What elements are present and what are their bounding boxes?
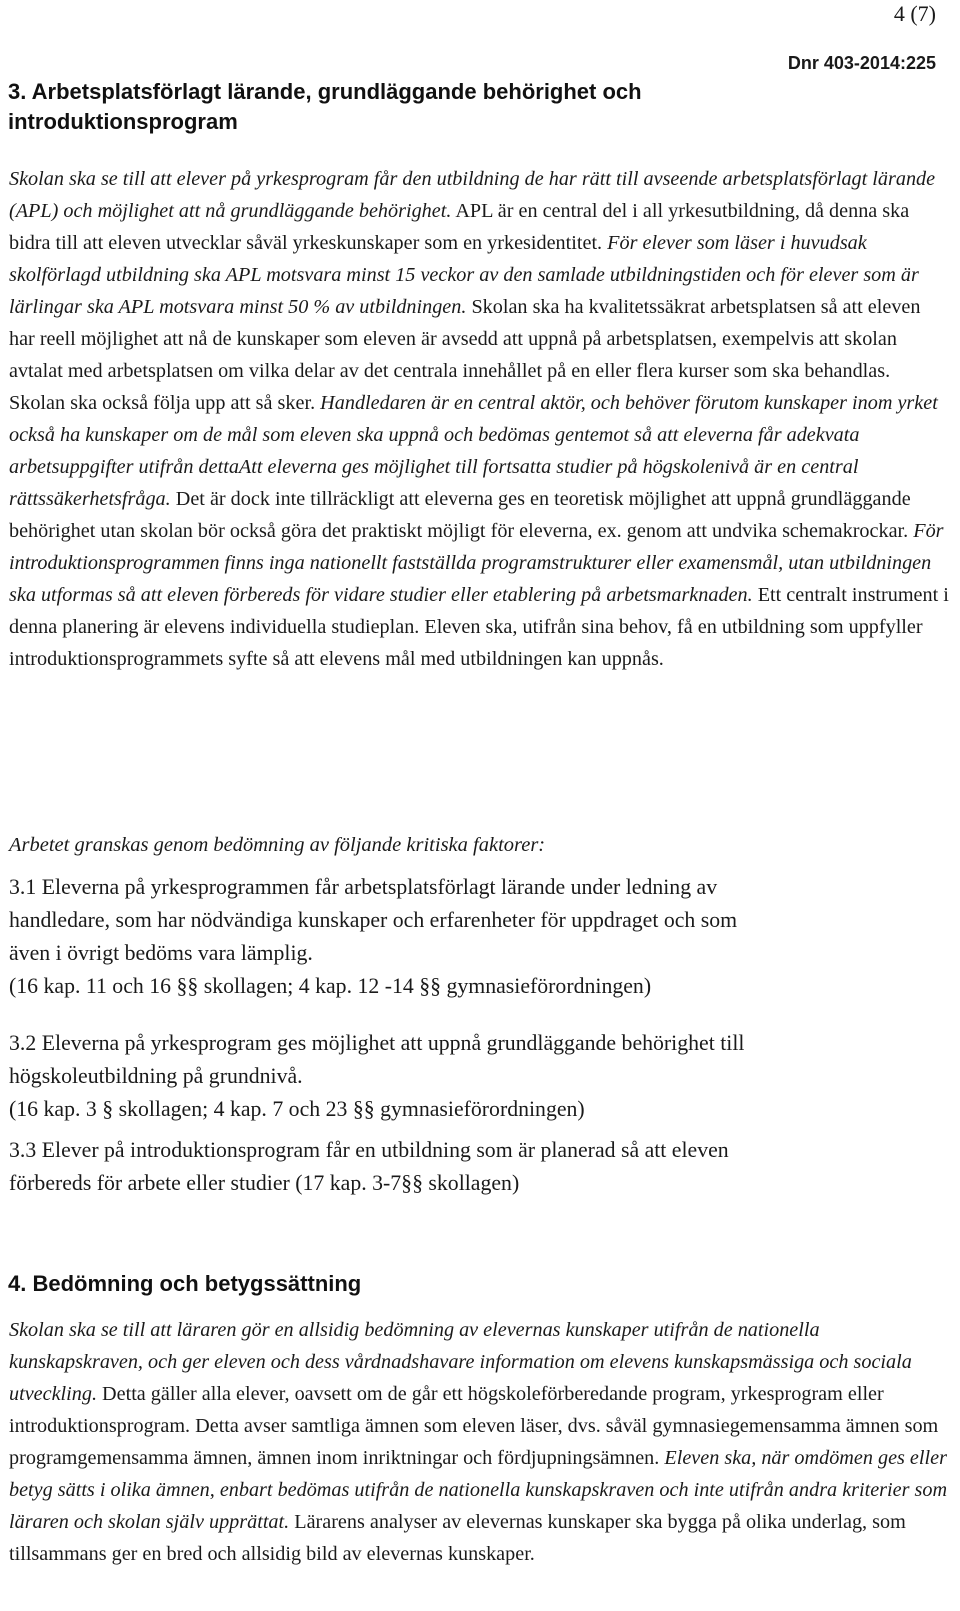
- criterion-line: även i övrigt bedöms vara lämplig.: [9, 941, 313, 965]
- criteria-intro: Arbetet granskas genom bedömning av följande kritiska faktorer:: [9, 834, 546, 856]
- criterion-line: 3.1 Eleverna på yrkesprogrammen får arbetsplatsförlagt lärande under ledning av: [9, 875, 718, 899]
- criterion-3-1: [9, 871, 929, 1003]
- section-4-body-upright-2: Lärarens analyser av elevernas kunskaper ska bygga på olika underlag, som tillsammans ger en bred och allsidig bild av elevernas kunskaper.: [9, 1511, 906, 1565]
- section-4-heading: 4. Bedömning och betygssättning: [8, 1271, 362, 1296]
- section-3-body-upright-2: Skolan ska ha kvalitetssäkrat arbetsplatsen så att eleven har reell möjlighet att nå de kunskaper som eleven är avsedd att uppnå på arbetsplatsen, exempelvis att skolan avtalat med arbetsplatsen om vilka delar av det centrala innehållet på en eller flera kurser som ska behandlas. Skolan ska också följa upp att så sker.: [9, 296, 921, 414]
- section-3-body: [9, 163, 949, 675]
- criterion-line: handledare, som har nödvändiga kunskaper och erfarenheter för uppdraget och som: [9, 908, 738, 932]
- section-3-heading: 3. Arbetsplatsförlagt lärande, grundläggande behörighet och introduktionsprogram: [8, 79, 642, 134]
- criterion-line: 3.3 Elever på introduktionsprogram får en utbildning som är planerad så att eleven: [9, 1138, 729, 1162]
- section-3-body-italic-3: Handledaren är en central aktör, och behöver förutom kunskaper inom yrket också ha kunskaper om de mål som eleven ska uppnå och bedömas gentemot så att eleverna får adekvata arbetsuppgifter utifrån dettaAtt eleverna ges möjlighet till fortsatta studier på högskolenivå är en central rättssäkerhetsfråga.: [9, 392, 938, 510]
- criterion-line: högskoleutbildning på grundnivå.: [9, 1064, 303, 1088]
- section-3-body-upright-1: APL är en central del i all yrkesutbildning, då denna ska bidra till att eleven utvecklar såväl yrkeskunskaper som en yrkesidentitet.: [9, 200, 910, 254]
- section-3-body-italic-4: För introduktionsprogrammen finns inga nationellt fastställda programstrukturer eller examensmål, utan utbildningen ska utformas så att eleven förbereds för vidare studier eller etablering på arbetsmarknaden.: [9, 520, 944, 606]
- criterion-legal-reference: (16 kap. 11 och 16 §§ skollagen; 4 kap. 12 -14 §§ gymnasieförordningen): [9, 974, 652, 998]
- criterion-3-2: [9, 1027, 929, 1126]
- criterion-3-3: [9, 1134, 929, 1200]
- section-4-body: [9, 1314, 949, 1570]
- criterion-line: förbereds för arbete eller studier (17 kap. 3-7§§ skollagen): [9, 1171, 520, 1195]
- section-4-body-italic-2: Eleven ska, när omdömen ges eller betyg sätts i olika ämnen, enbart bedömas utifrån de nationella kunskapskraven och inte utifrån andra kriterier som läraren och skolan själv upprättat.: [9, 1447, 948, 1533]
- document-reference-number: Dnr 403-2014:225: [787, 53, 936, 73]
- section-4-body-italic-1: Skolan ska se till att läraren gör en allsidig bedömning av elevernas kunskaper utifrån de nationella kunskapskraven, och ger eleven och dess vårdnadshavare information om elevens kunskapsmässiga och sociala utveckling.: [9, 1319, 912, 1405]
- section-3-body-italic-1: Skolan ska se till att elever på yrkesprogram får den utbildning de har rätt till avseende arbetsplatsförlagt lärande (APL) och möjlighet att nå grundläggande behörighet.: [9, 168, 936, 222]
- page-number: 4 (7): [893, 1, 936, 26]
- section-3-body-upright-4: Ett centralt instrument i denna planering är elevens individuella studieplan. Eleven ska, utifrån sina behov, få en utbildning som uppfyller introduktionsprogrammets syfte så att elevens mål med utbildningen kan uppnås.: [9, 584, 949, 670]
- section-4-body-upright-1: Detta gäller alla elever, oavsett om de går ett högskoleförberedande program, yrkesprogram eller introduktionsprogram. Detta avser samtliga ämnen som eleven läser, dvs. såväl gymnasiegemensamma ämnen som programgemensamma ämnen, ämnen inom inriktningar och fördjupningsämnen.: [9, 1383, 939, 1469]
- section-3-body-italic-2: För elever som läser i huvudsak skolförlagd utbildning ska APL motsvara minst 15 veckor av den samlade utbildningstiden och för elever som är lärlingar ska APL motsvara minst 50 % av utbildningen.: [9, 232, 919, 318]
- section-3-body-upright-3: Det är dock inte tillräckligt att eleverna ges en teoretisk möjlighet att uppnå grundläggande behörighet utan skolan bör också göra det praktiskt möjligt för eleverna, ex. genom att undvika schemakrockar.: [9, 488, 911, 542]
- criterion-line: 3.2 Eleverna på yrkesprogram ges möjlighet att uppnå grundläggande behörighet till: [9, 1031, 745, 1055]
- criterion-legal-reference: (16 kap. 3 § skollagen; 4 kap. 7 och 23 §§ gymnasieförordningen): [9, 1097, 585, 1121]
